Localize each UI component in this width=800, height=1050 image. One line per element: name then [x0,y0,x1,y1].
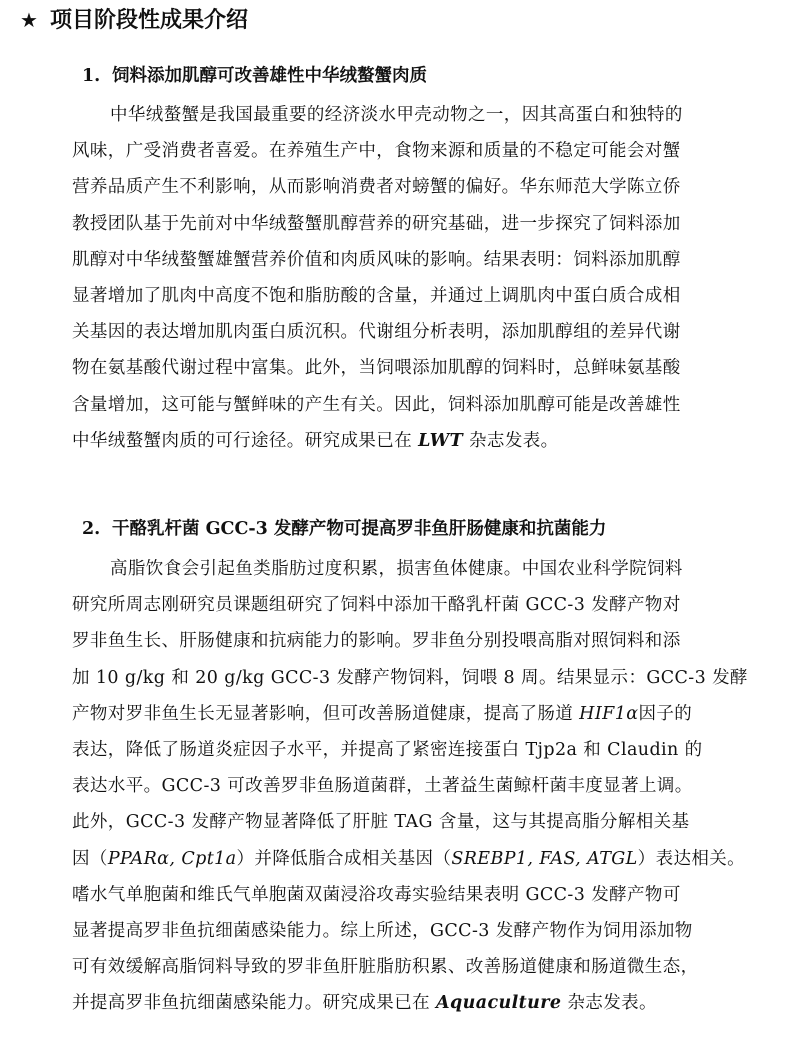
paragraph-line: 研究所周志刚研究员课题组研究了饲料中添加干酪乳杆菌 GCC-3 发酵产物对 [72,595,681,616]
paragraph-line: 教授团队基于先前对中华绒螯蟹肌醇营养的研究基础，进一步探究了饲料添加 [72,213,681,234]
line-text: 因子的 [638,703,693,724]
section-1-title [82,61,427,91]
paragraph-line: 中华绒螯蟹是我国最重要的经济淡水甲壳动物之一，因其高蛋白和独特的 [110,105,683,125]
page-title: 项目阶段性成果介绍 [50,8,249,33]
section-2-number: 2. [82,519,101,539]
paragraph-line: 风味，广受消费者喜爱。在养殖生产中，食物来源和质量的不稳定可能会对蟹 [72,141,681,162]
paragraph-line [72,985,752,1021]
section-1-number: 1. [82,66,101,86]
paragraph-line: 肌醇对中华绒螯蟹雄蟹营养价值和肉质风味的影响。结果表明：饲料添加肌醇 [72,249,681,270]
paragraph-line: 显著增加了肌肉中高度不饱和脂肪酸的含量，并通过上调肌肉中蛋白质合成相 [72,285,681,306]
gene-names: PPARα, Cpt1a [107,848,237,869]
paragraph-line: 表达，降低了肠道炎症因子水平，并提高了紧密连接蛋白 Tjp2a 和 Claudin 的 [72,739,703,760]
paragraph-line [72,696,752,732]
paragraph-line [72,423,752,459]
paragraph-line: 高脂饮食会引起鱼类脂肪过度积累，损害鱼体健康。中国农业科学院饲料 [110,559,683,579]
paragraph-line: 可有效缓解高脂饲料导致的罗非鱼肝脏脂肪积累、改善肠道健康和肠道微生态， [72,957,699,978]
paragraph-line: 此外，GCC-3 发酵产物显著降低了肝脏 TAG 含量，这与其提高脂分解相关基 [72,812,690,833]
line-text: 产物对罗非鱼生长无显著影响，但可改善肠道健康，提高了肠道 [72,703,580,724]
line-text: 因（ [72,848,108,869]
section-header [20,2,248,38]
gene-name: HIF1α [579,703,639,724]
paragraph-line [72,841,752,877]
paragraph-line: 加 10 g/kg 和 20 g/kg GCC-3 发酵产物饲料，饲喂 8 周。结果显示：GCC-3 发酵 [72,667,748,688]
journal-name: LWT [418,430,464,451]
paragraph-line: 嗜水气单胞菌和维氏气单胞菌双菌浸浴攻毒实验结果表明 GCC-3 发酵产物可 [72,884,681,905]
line-text: 杂志发表。 [463,430,559,451]
paragraph-line: 营养品质产生不利影响，从而影响消费者对螃蟹的偏好。华东师范大学陈立侨 [72,177,681,198]
line-text: ）表达相关。 [637,848,746,869]
line-text: 中华绒螯蟹肉质的可行途径。研究成果已在 [72,430,419,451]
paragraph-line: 物在氨基酸代谢过程中富集。此外，当饲喂添加肌醇的饲料时，总鲜味氨基酸 [72,358,681,379]
paragraph-line: 含量增加，这可能与蟹鲜味的产生有关。因此，饲料添加肌醇可能是改善雄性 [72,394,681,415]
section-2-title [82,514,606,544]
section-1-body [72,97,752,459]
journal-name: Aquaculture [435,993,562,1014]
line-text: 并提高罗非鱼抗细菌感染能力。研究成果已在 [72,993,436,1014]
section-2-heading: 干酪乳杆菌 GCC-3 发酵产物可提高罗非鱼肝肠健康和抗菌能力 [112,519,607,539]
section-2-body [72,551,752,1021]
line-text: ）并降低脂合成相关基因（ [236,848,452,869]
gene-names: SREBP1, FAS, ATGL [451,848,638,869]
paragraph-line: 显著提高罗非鱼抗细菌感染能力。综上所述，GCC-3 发酵产物作为饲用添加物 [72,920,693,941]
section-1-heading: 饲料添加肌醇可改善雄性中华绒螯蟹肉质 [112,66,427,86]
paragraph-line: 罗非鱼生长、肝肠健康和抗病能力的影响。罗非鱼分别投喂高脂对照饲料和添 [72,631,681,652]
star-icon: ★ [20,8,38,32]
paragraph-line: 关基因的表达增加肌肉蛋白质沉积。代谢组分析表明，添加肌醇组的差异代谢 [72,322,681,343]
line-text: 杂志发表。 [561,993,657,1014]
paragraph-line: 表达水平。GCC-3 可改善罗非鱼肠道菌群，土著益生菌鲸杆菌丰度显著上调。 [72,776,693,797]
